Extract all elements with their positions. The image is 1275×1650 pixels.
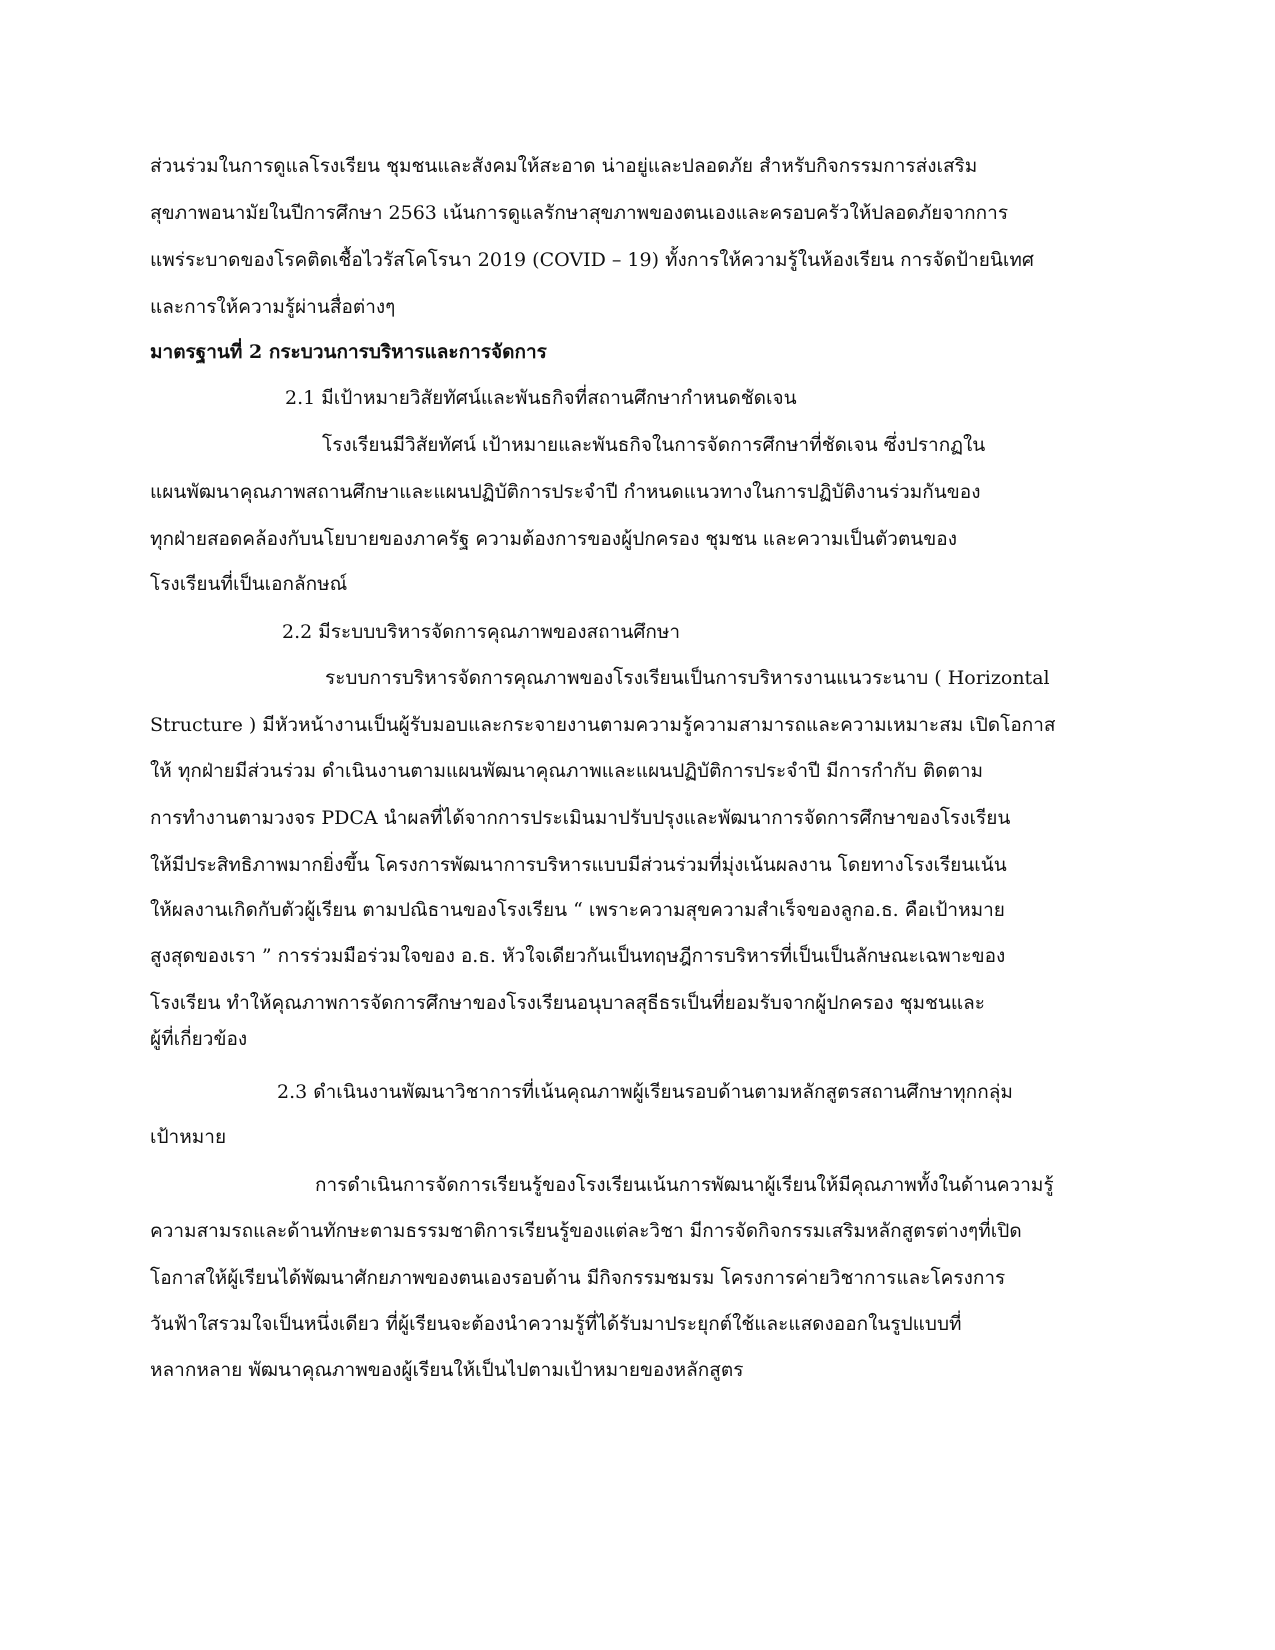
body-text-line: โรงเรียน ทำให้คุณภาพการจัดการศึกษาของโรงเรียนอนุบาลสุธีธรเป็นที่ยอมรับจากผู้ปกครอง ชุมชนและ — [150, 992, 985, 1014]
body-text-line: โรงเรียนมีวิสัยทัศน์ เป้าหมายและพันธกิจในการจัดการศึกษาที่ชัดเจน ซึ่งปรากฏใน — [322, 434, 986, 456]
body-text-line: ทุกฝ่ายสอดคล้องกับนโยบายของภาครัฐ ความต้องการของผู้ปกครอง ชุมชน และความเป็นตัวตนของ — [150, 528, 957, 550]
body-text-line: สูงสุดของเรา ” การร่วมมือร่วมใจของ อ.ธ. หัวใจเดียวกันเป็นทฤษฎีการบริหารที่เป็นเป็นลักษณะเฉพาะของ — [150, 945, 1006, 967]
body-text-line: หลากหลาย พัฒนาคุณภาพของผู้เรียนให้เป็นไปตามเป้าหมายของหลักสูตร — [150, 1359, 744, 1381]
body-text-line: แพร่ระบาดของโรคติดเชื้อไวรัสโคโรนา 2019 (COVID – 19) ทั้งการให้ความรู้ในห้องเรียน การจัดป้ายนิเทศ — [150, 249, 1034, 271]
body-text-line: สุขภาพอนามัยในปีการศึกษา 2563 เน้นการดูแลรักษาสุขภาพของตนเองและครอบครัวให้ปลอดภัยจากการ — [150, 202, 1009, 224]
body-text-line: ให้มีประสิทธิภาพมากยิ่งขึ้น โครงการพัฒนาการบริหารแบบมีส่วนร่วมที่มุ่งเน้นผลงาน โดยทางโรงเรียนเน้น — [150, 854, 1007, 876]
section-heading-2-2: 2.2 มีระบบบริหารจัดการคุณภาพของสถานศึกษา — [282, 621, 681, 643]
body-text-line: และการให้ความรู้ผ่านสื่อต่างๆ — [150, 296, 396, 318]
body-text-line: โรงเรียนที่เป็นเอกลักษณ์ — [150, 573, 348, 595]
section-heading-2-1: 2.1 มีเป้าหมายวิสัยทัศน์และพันธกิจที่สถานศึกษากำหนดชัดเจน — [285, 387, 797, 409]
body-text-line: แผนพัฒนาคุณภาพสถานศึกษาและแผนปฏิบัติการประจำปี กำหนดแนวทางในการปฏิบัติงานร่วมกันของ — [150, 481, 981, 503]
body-text-line: ให้ ทุกฝ่ายมีส่วนร่วม ดำเนินงานตามแผนพัฒนาคุณภาพและแผนปฏิบัติการประจำปี มีการกำกับ ติดตาม — [150, 760, 984, 782]
body-text-line: การทำงานตามวงจร PDCA นำผลที่ได้จากการประเมินมาปรับปรุงและพัฒนาการจัดการศึกษาของโรงเรียน — [150, 807, 1011, 829]
body-text-line: โอกาสให้ผู้เรียนได้พัฒนาศักยภาพของตนเองรอบด้าน มีกิจกรรมชมรม โครงการค่ายวิชาการและโครงการ — [150, 1267, 1006, 1289]
body-text-line: ความสามรถและด้านทักษะตามธรรมชาติการเรียนรู้ของแต่ละวิชา มีการจัดกิจกรรมเสริมหลักสูตรต่างๆที่เปิด — [150, 1220, 1022, 1242]
body-text-line: ผู้ที่เกี่ยวข้อง — [150, 1028, 248, 1050]
body-text-line: วันฟ้าใสรวมใจเป็นหนึ่งเดียว ที่ผู้เรียนจะต้องนำความรู้ที่ได้รับมาประยุกต์ใช้และแสดงออกในรูปแบบที่ — [150, 1313, 962, 1335]
body-text-line: ระบบการบริหารจัดการคุณภาพของโรงเรียนเป็นการบริหารงานแนวระนาบ ( Horizontal — [325, 667, 1050, 689]
section-heading-2-3-continued: เป้าหมาย — [150, 1126, 227, 1148]
body-text-line: Structure ) มีหัวหน้างานเป็นผู้รับมอบและกระจายงานตามความรู้ความสามารถและความเหมาะสม เปิดโอกาส — [150, 714, 1056, 736]
body-text-line: ส่วนร่วมในการดูแลโรงเรียน ชุมชนและสังคมให้สะอาด น่าอยู่และปลอดภัย สำหรับกิจกรรมการส่งเสริม — [150, 155, 978, 177]
standard-heading: มาตรฐานที่ 2 กระบวนการบริหารและการจัดการ — [150, 341, 547, 363]
body-text-line: การดำเนินการจัดการเรียนรู้ของโรงเรียนเน้นการพัฒนาผู้เรียนให้มีคุณภาพทั้งในด้านความรู้ — [315, 1174, 1054, 1196]
section-heading-2-3: 2.3 ดำเนินงานพัฒนาวิชาการที่เน้นคุณภาพผู้เรียนรอบด้านตามหลักสูตรสถานศึกษาทุกกลุ่ม — [277, 1081, 1013, 1103]
body-text-line: ให้ผลงานเกิดกับตัวผู้เรียน ตามปณิธานของโรงเรียน “ เพราะความสุขความสำเร็จของลูกอ.ธ. คือเป้าหมาย — [150, 899, 1005, 921]
